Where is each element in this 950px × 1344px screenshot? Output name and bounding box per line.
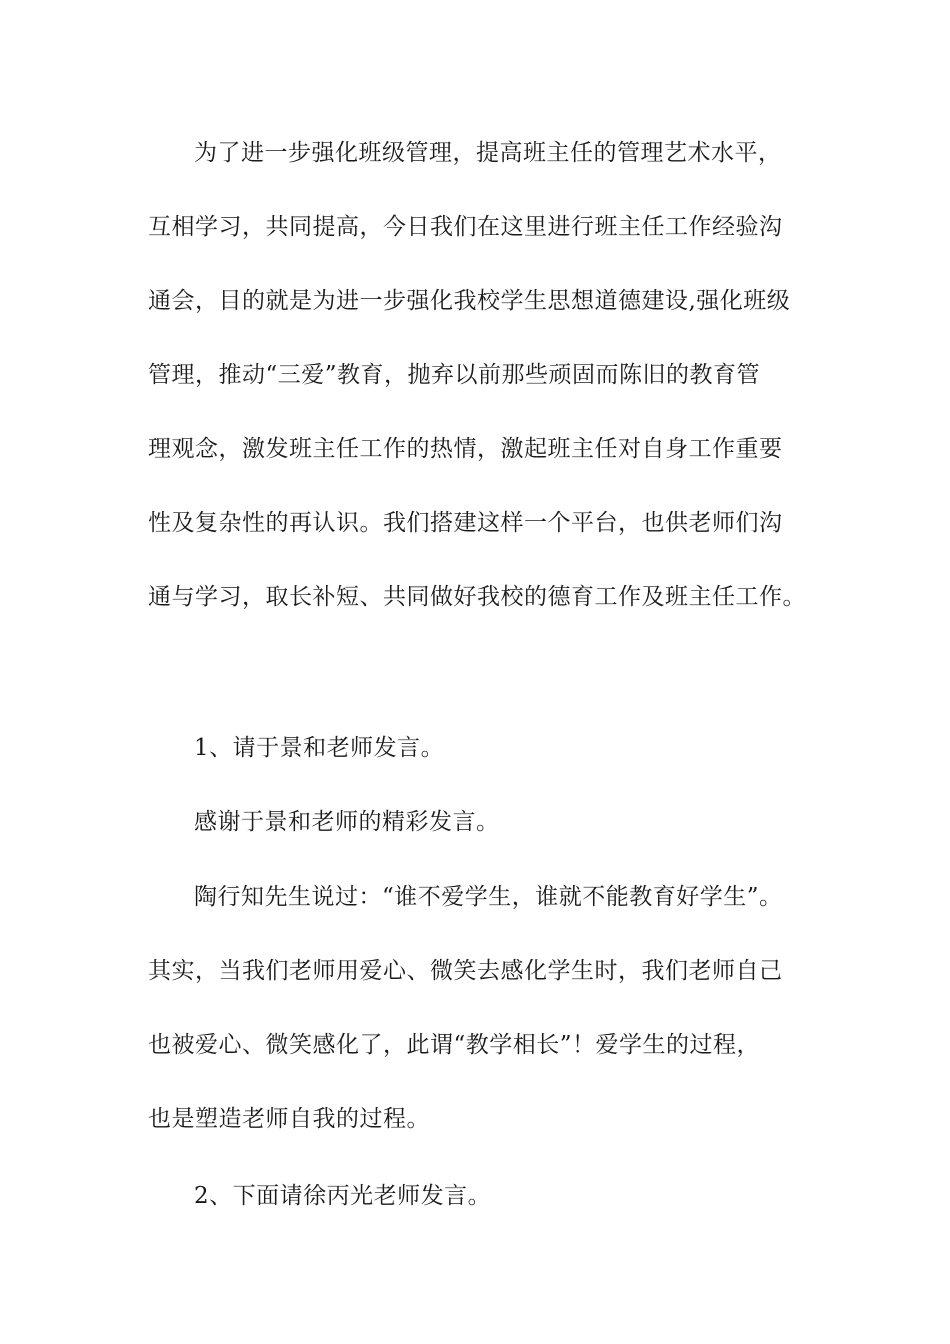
paragraph-1-line-1: 为了进一步强化班级管理，提高班主任的管理艺术水平， <box>194 140 782 166</box>
thanks-1: 感谢于景和老师的精彩发言。 <box>194 809 500 835</box>
paragraph-2-line-3: 也被爱心、微笑感化了，此谓“教学相长”！爱学生的过程， <box>148 1032 761 1058</box>
paragraph-1-line-6: 性及复杂性的再认识。我们搭建这样一个平台，也供老师们沟 <box>148 510 783 536</box>
item-1: 1、请于景和老师发言。 <box>194 735 445 761</box>
paragraph-1-line-4: 管理，推动“三爱”教育，抛弃以前那些顽固而陈旧的教育管 <box>148 362 761 388</box>
paragraph-1-line-2: 互相学习，共同提高，今日我们在这里进行班主任工作经验沟 <box>148 214 783 240</box>
item-2: 2、下面请徐丙光老师发言。 <box>194 1183 492 1209</box>
paragraph-1-line-5: 理观念，激发班主任工作的热情，激起班主任对自身工作重要 <box>148 436 783 462</box>
paragraph-1-line-3: 通会，目的就是为进一步强化我校学生思想道德建设,强化班级 <box>148 288 791 314</box>
paragraph-2-line-2: 其实，当我们老师用爱心、微笑去感化学生时，我们老师自己 <box>148 958 783 984</box>
paragraph-1-line-7: 通与学习，取长补短、共同做好我校的德育工作及班主任工作。 <box>148 584 806 610</box>
paragraph-2-line-4: 也是塑造老师自我的过程。 <box>148 1106 430 1132</box>
paragraph-2-line-1: 陶行知先生说过：“谁不爱学生，谁就不能教育好学生”。 <box>194 884 783 910</box>
